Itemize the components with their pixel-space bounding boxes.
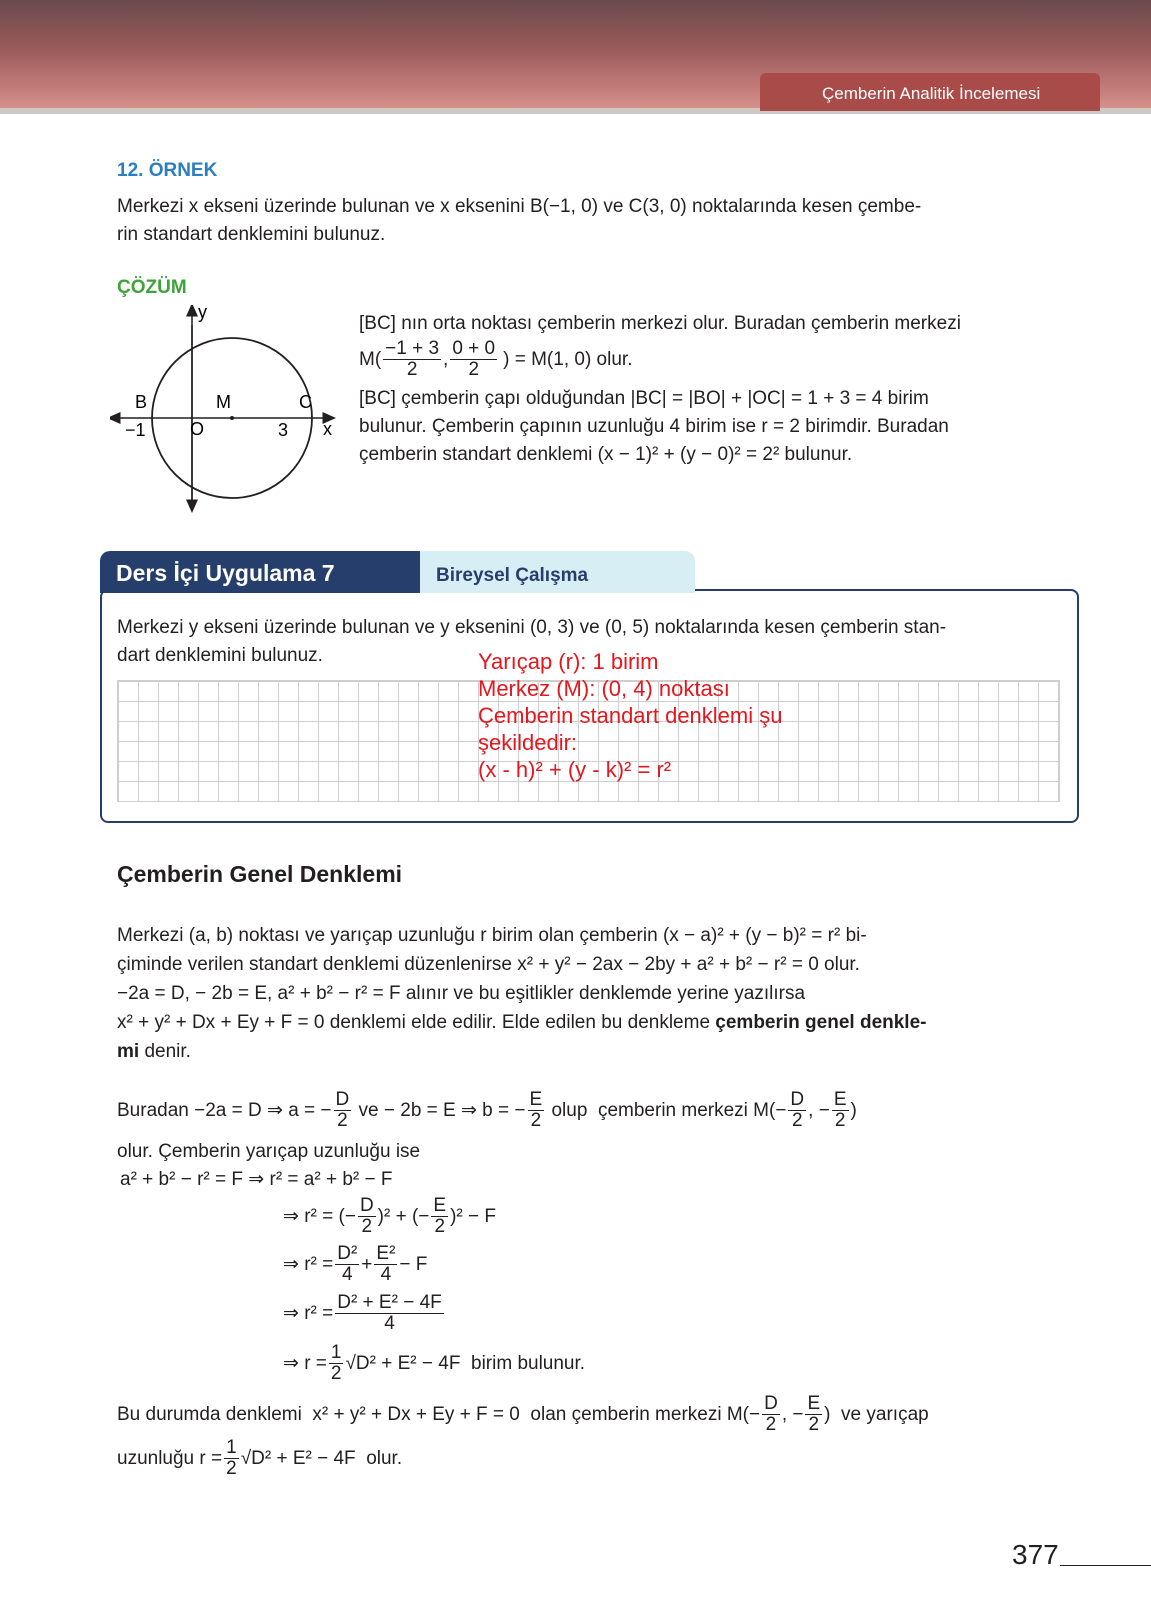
- comma: ,: [443, 348, 449, 370]
- three-label: 3: [278, 420, 289, 440]
- handwritten-answer: [478, 648, 782, 783]
- individual-work-tab: Bireysel Çalışma: [420, 551, 695, 593]
- answer-line: Merkez (M): (0, 4) noktası: [478, 676, 730, 701]
- derivation-1: a² + b² − r² = F ⇒ r² = a² + b² − F: [120, 1169, 393, 1190]
- center-derivation: [117, 1090, 857, 1131]
- d5-a: ⇒ r =: [283, 1352, 327, 1374]
- q1-den2: 2: [530, 1110, 542, 1131]
- d2-b: )² + (−: [377, 1205, 430, 1227]
- example-line-1: Merkezi x ekseni üzerinde bulunan ve x eksenini B(−1, 0) ve C(3, 0) noktalarında kesen çembe-: [117, 196, 922, 217]
- q1-b: ve − 2b = E ⇒ b = −: [353, 1099, 526, 1121]
- m-suffix: ) = M(1, 0) olur.: [503, 348, 633, 370]
- s1-c: ) ve yarıçap: [824, 1403, 929, 1425]
- general-p5: [117, 1038, 191, 1066]
- general-p3: −2a = D, − 2b = E, a² + b² − r² = F alınır ve bu eşitlikler denklemde yerine yazılırsa: [117, 983, 806, 1004]
- derivation-5: [283, 1343, 585, 1384]
- point-b-label: B: [135, 392, 148, 412]
- derivation-3: [283, 1244, 427, 1285]
- general-p1: Merkezi (a, b) noktası ve yarıçap uzunluğu r birim olan çemberin (x − a)² + (y − b)² = r² bi-: [117, 925, 867, 946]
- d4-den: 4: [384, 1313, 395, 1334]
- q1-d: , −: [808, 1099, 830, 1121]
- d3-b: +: [361, 1253, 373, 1275]
- general-p2: çiminde verilen standart denklemi düzenlenirse x² + y² − 2ax − 2by + a² + b² − r² = 0 olur.: [117, 954, 860, 975]
- general-p4-bold: çemberin genel denkle-: [715, 1012, 927, 1033]
- q1-den4: 2: [834, 1110, 846, 1131]
- derivation-2: [283, 1196, 496, 1237]
- practice-line-2: dart denklemini bulunuz.: [117, 645, 323, 666]
- s2-den: 2: [226, 1458, 237, 1479]
- practice-line-1: Merkezi y ekseni üzerinde bulunan ve y eksenini (0, 3) ve (0, 5) noktalarında kesen çemberin stan-: [117, 617, 947, 638]
- d2-a: ⇒ r² = (−: [283, 1205, 356, 1227]
- frac2-den: 2: [468, 359, 480, 380]
- frac1-num: −1 + 3: [385, 338, 440, 359]
- example-title: 12. ÖRNEK: [117, 160, 218, 181]
- page-number: 377: [1012, 1539, 1059, 1570]
- s1-a: Bu durumda denklemi x² + y² + Dx + Ey + F = 0 olan çemberin merkezi M(−: [117, 1403, 761, 1425]
- solution-title: ÇÖZÜM: [117, 277, 187, 298]
- point-c-label: C: [299, 392, 312, 412]
- d2-num1: D: [359, 1195, 374, 1216]
- origin-label: O: [190, 419, 205, 439]
- general-p5-text: denir.: [139, 1041, 191, 1062]
- q1-num3: D: [790, 1089, 805, 1110]
- solution-line-5: çemberin standart denklemi (x − 1)² + (y − 0)² = 2² bulunur.: [359, 444, 853, 465]
- x-axis-label: x: [323, 419, 332, 439]
- s1-num2: E: [807, 1393, 821, 1414]
- s2-a: uzunluğu r =: [117, 1447, 223, 1469]
- derivation-4: [283, 1293, 446, 1334]
- q1-c: olup çemberin merkezi M(−: [546, 1099, 787, 1121]
- s1-b: , −: [781, 1403, 804, 1425]
- q1-e: ): [850, 1099, 857, 1121]
- d3-num1: D²: [337, 1243, 358, 1264]
- d5-b: √D² + E² − 4F birim bulunur.: [345, 1352, 586, 1374]
- s1-num1: D: [764, 1393, 778, 1414]
- solution-line-1: [BC] nın orta noktası çemberin merkezi olur. Buradan çemberin merkezi: [359, 313, 961, 334]
- neg1-label: −1: [125, 420, 146, 440]
- d2-den2: 2: [434, 1216, 446, 1237]
- general-p4: [117, 1009, 926, 1037]
- example-line-2: rin standart denklemini bulunuz.: [117, 224, 386, 245]
- d3-den1: 4: [341, 1264, 353, 1285]
- answer-line: şekildedir:: [478, 730, 578, 755]
- d5-den: 2: [330, 1363, 342, 1384]
- q1-den1: 2: [337, 1110, 348, 1131]
- frac2-num: 0 + 0: [452, 338, 496, 359]
- d2-den1: 2: [361, 1216, 373, 1237]
- answer-line: Yarıçap (r): 1 birim: [478, 649, 659, 674]
- answer-line: (x - h)² + (y - k)² = r²: [478, 757, 672, 782]
- q1-num4: E: [833, 1089, 847, 1110]
- d2-c: )² − F: [450, 1205, 497, 1227]
- q1-num2: E: [529, 1089, 543, 1110]
- radius-intro: olur. Çemberin yarıçap uzunluğu ise: [117, 1141, 421, 1162]
- chapter-title: Çemberin Analitik İncelemesi: [760, 73, 1100, 111]
- center-point: [230, 416, 234, 420]
- frac1-den: 2: [406, 359, 418, 380]
- solution-line-4: bulunur. Çemberin çapının uzunluğu 4 birim ise r = 2 birimdir. Buradan: [359, 416, 949, 437]
- point-m-label: M: [216, 392, 231, 412]
- solution-midpoint: [359, 339, 632, 380]
- section-title: Çemberin Genel Denklemi: [117, 861, 403, 887]
- summary-1: [117, 1394, 929, 1435]
- q1-a: Buradan −2a = D ⇒ a = −: [117, 1099, 332, 1121]
- general-p4-text: x² + y² + Dx + Ey + F = 0 denklemi elde edilir. Elde edilen bu denkleme: [117, 1012, 716, 1033]
- solution-line-3: [BC] çemberin çapı olduğundan |BC| = |BO| + |OC| = 1 + 3 = 4 birim: [359, 388, 929, 409]
- d5-num: 1: [330, 1342, 342, 1363]
- d3-den2: 4: [380, 1264, 392, 1285]
- s2-num: 1: [226, 1437, 237, 1458]
- q1-num1: D: [335, 1089, 350, 1110]
- s2-b: √D² + E² − 4F olur.: [240, 1447, 403, 1469]
- d4-num: D² + E² − 4F: [337, 1292, 442, 1313]
- answer-line: Çemberin standart denklemi şu: [478, 703, 783, 728]
- d3-a: ⇒ r² =: [283, 1253, 334, 1275]
- practice-tab: Ders İçi Uygulama 7: [100, 551, 425, 593]
- d2-num2: E: [433, 1195, 447, 1216]
- d4-a: ⇒ r² =: [283, 1302, 334, 1324]
- s1-den2: 2: [808, 1414, 820, 1435]
- summary-2: [117, 1438, 402, 1479]
- y-axis-label: y: [198, 305, 207, 322]
- page-number-rule: [1060, 1565, 1151, 1566]
- d3-num2: E²: [376, 1243, 396, 1264]
- q1-den3: 2: [792, 1110, 803, 1131]
- s1-den1: 2: [765, 1414, 777, 1435]
- d3-c: − F: [399, 1253, 428, 1275]
- circle-figure: [110, 305, 350, 515]
- m-prefix: M(: [359, 348, 382, 370]
- general-p5-bold: mi: [117, 1041, 140, 1062]
